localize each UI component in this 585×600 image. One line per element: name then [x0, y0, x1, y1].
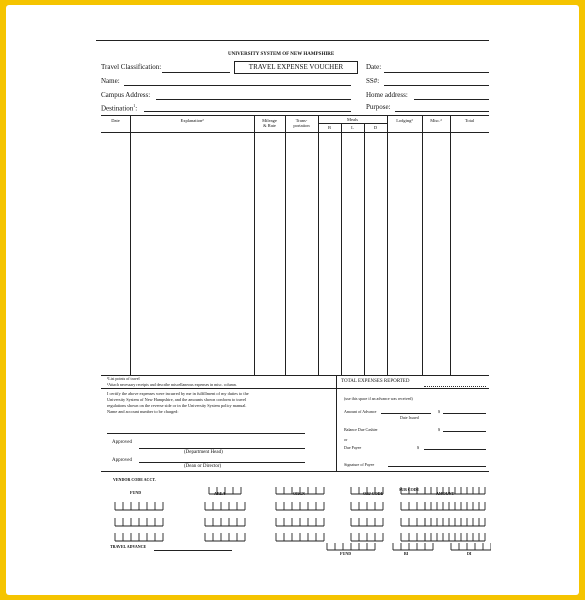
col-header-mileage-line2: & Rate: [263, 123, 276, 128]
col-header-explanation: Explanation²: [180, 118, 204, 123]
date-issued-label: Date Issued: [400, 415, 419, 420]
fund-label: FUND: [130, 490, 142, 495]
col-header-meals: Meals: [347, 117, 358, 122]
footnote-1: ¹List points of travel: [107, 376, 140, 381]
balance-due-dollar: $: [438, 427, 440, 432]
footnote-rule: [101, 388, 489, 389]
total-expenses-label: TOTAL EXPENSES REPORTED: [341, 379, 410, 384]
travel-advance-label: TRAVEL ADVANCE: [110, 544, 147, 549]
accounting-rule: [101, 471, 489, 472]
date-field[interactable]: [384, 72, 489, 73]
table-top-border: [101, 115, 489, 116]
title-box: [234, 61, 358, 74]
destination-field[interactable]: [144, 111, 351, 112]
travel-classification-field[interactable]: [162, 72, 230, 73]
certification-line: I certify the above expenses were incurred by me in fulfillment of my duties to the: [107, 391, 249, 396]
home-address-field[interactable]: [414, 99, 489, 100]
col-header-breakfast: B: [327, 125, 331, 130]
vendor-code-label: VENDOR CODE ACCT.: [113, 477, 156, 482]
total-expenses-field[interactable]: [424, 386, 486, 387]
di-label: DI: [467, 551, 472, 556]
amount-advance-dollar: $: [438, 409, 440, 414]
amount-label: AMOUNT: [436, 491, 455, 496]
signature-payee-label: Signature of Payee: [344, 462, 375, 467]
due-payee-field[interactable]: [424, 449, 486, 450]
voucher-page: [6, 5, 579, 595]
col-header-dinner: D: [373, 125, 378, 130]
col-header-mileage-line1: Mileage: [262, 118, 277, 123]
top-rule: [96, 40, 489, 41]
purpose-field[interactable]: [395, 111, 489, 112]
balance-due-cashier-label: Balance Due Cashier: [344, 427, 378, 432]
form-title: TRAVEL EXPENSE VOUCHER: [248, 63, 344, 71]
area-label: AREA: [214, 491, 226, 496]
signature-payee-field[interactable]: [388, 466, 486, 467]
col-header-transportation-line1: Trans-: [295, 118, 308, 123]
meals-subheader-rule: [318, 123, 387, 124]
name-field[interactable]: [124, 85, 351, 86]
col-header-transportation-line2: portation: [293, 123, 310, 128]
due-payee-label: Due Payee: [344, 445, 362, 450]
campus-address-field[interactable]: [156, 99, 351, 100]
dean-caption: (Dean or Director): [184, 464, 222, 469]
dept-head-signature-field[interactable]: [139, 448, 305, 449]
totals-divider: [336, 375, 337, 471]
home-address-label: Home address:: [366, 91, 408, 99]
dean-signature-field[interactable]: [139, 462, 305, 463]
travel-classification-label: Travel Classification:: [101, 63, 162, 71]
balance-due-cashier-field[interactable]: [443, 431, 486, 432]
certification-line: Name and account number to be charged:: [107, 409, 179, 414]
certification-text: [107, 391, 249, 415]
approved-label-2: Approved: [112, 458, 132, 463]
col-divider: [387, 115, 388, 375]
amount-advance-value-field[interactable]: [443, 413, 486, 414]
approved-label-1: Approved: [112, 440, 132, 445]
col-header-lunch: L: [351, 125, 354, 130]
col-divider: [130, 115, 131, 375]
certification-line: regulations shown on the reverse side or in the University System policy manual.: [107, 403, 247, 408]
destination-footnote-mark: 1: [133, 103, 136, 108]
org-name: UNIVERSITY SYSTEM OF NEW HAMPSHIRE: [228, 52, 335, 57]
purpose-label: Purpose:: [366, 103, 391, 111]
sub-code-label: SUB CODE: [399, 487, 420, 492]
col-divider: [285, 115, 286, 375]
destination-label: Destination: [101, 104, 134, 113]
due-payee-dollar: $: [417, 445, 419, 450]
account-charged-field[interactable]: [107, 433, 305, 434]
campus-address-label: Campus Address:: [101, 91, 151, 99]
advance-note: (use this space if an advance was received): [344, 396, 413, 401]
amount-advance-label: Amount of Advance: [344, 409, 377, 414]
col-header-total: Total: [464, 118, 475, 123]
or-label: or: [344, 437, 348, 442]
amount-advance-field[interactable]: [381, 413, 431, 414]
table-header-border: [101, 132, 489, 133]
travel-advance-field[interactable]: [154, 550, 232, 551]
col-divider: [422, 115, 423, 375]
col-header-transportation: [285, 118, 318, 128]
bi-label: BI: [404, 551, 409, 556]
certification-line: University System of New Hampshire, and the amounts shown conform to travel: [107, 397, 247, 402]
table-bottom-border: [101, 375, 489, 376]
col-divider: [254, 115, 255, 375]
col-header-mileage: [254, 118, 285, 128]
col-header-misc: Misc.²: [430, 118, 442, 123]
col-divider: [450, 115, 451, 375]
fund-2-label: FUND: [340, 551, 352, 556]
orgn-label: ORGN: [293, 491, 305, 496]
footnote-2: ²Attach necessary receipts and describe miscellaneous expenses in misc. column.: [107, 382, 237, 387]
date-label: Date:: [366, 63, 382, 71]
col-header-lodging: Lodging²: [396, 118, 413, 123]
dept-head-caption: (Department Head): [184, 450, 223, 455]
ss-label: SS#:: [366, 77, 380, 85]
ss-field[interactable]: [384, 85, 489, 86]
col-header-date: Date: [111, 118, 120, 123]
col-divider: [341, 123, 342, 375]
destination-colon: :: [135, 104, 138, 113]
col-divider: [364, 123, 365, 375]
col-divider: [318, 115, 319, 375]
obj-code-label: OBJ CODE: [363, 491, 384, 496]
destination-label-wrap: [101, 103, 137, 112]
name-label: Name:: [101, 77, 120, 85]
